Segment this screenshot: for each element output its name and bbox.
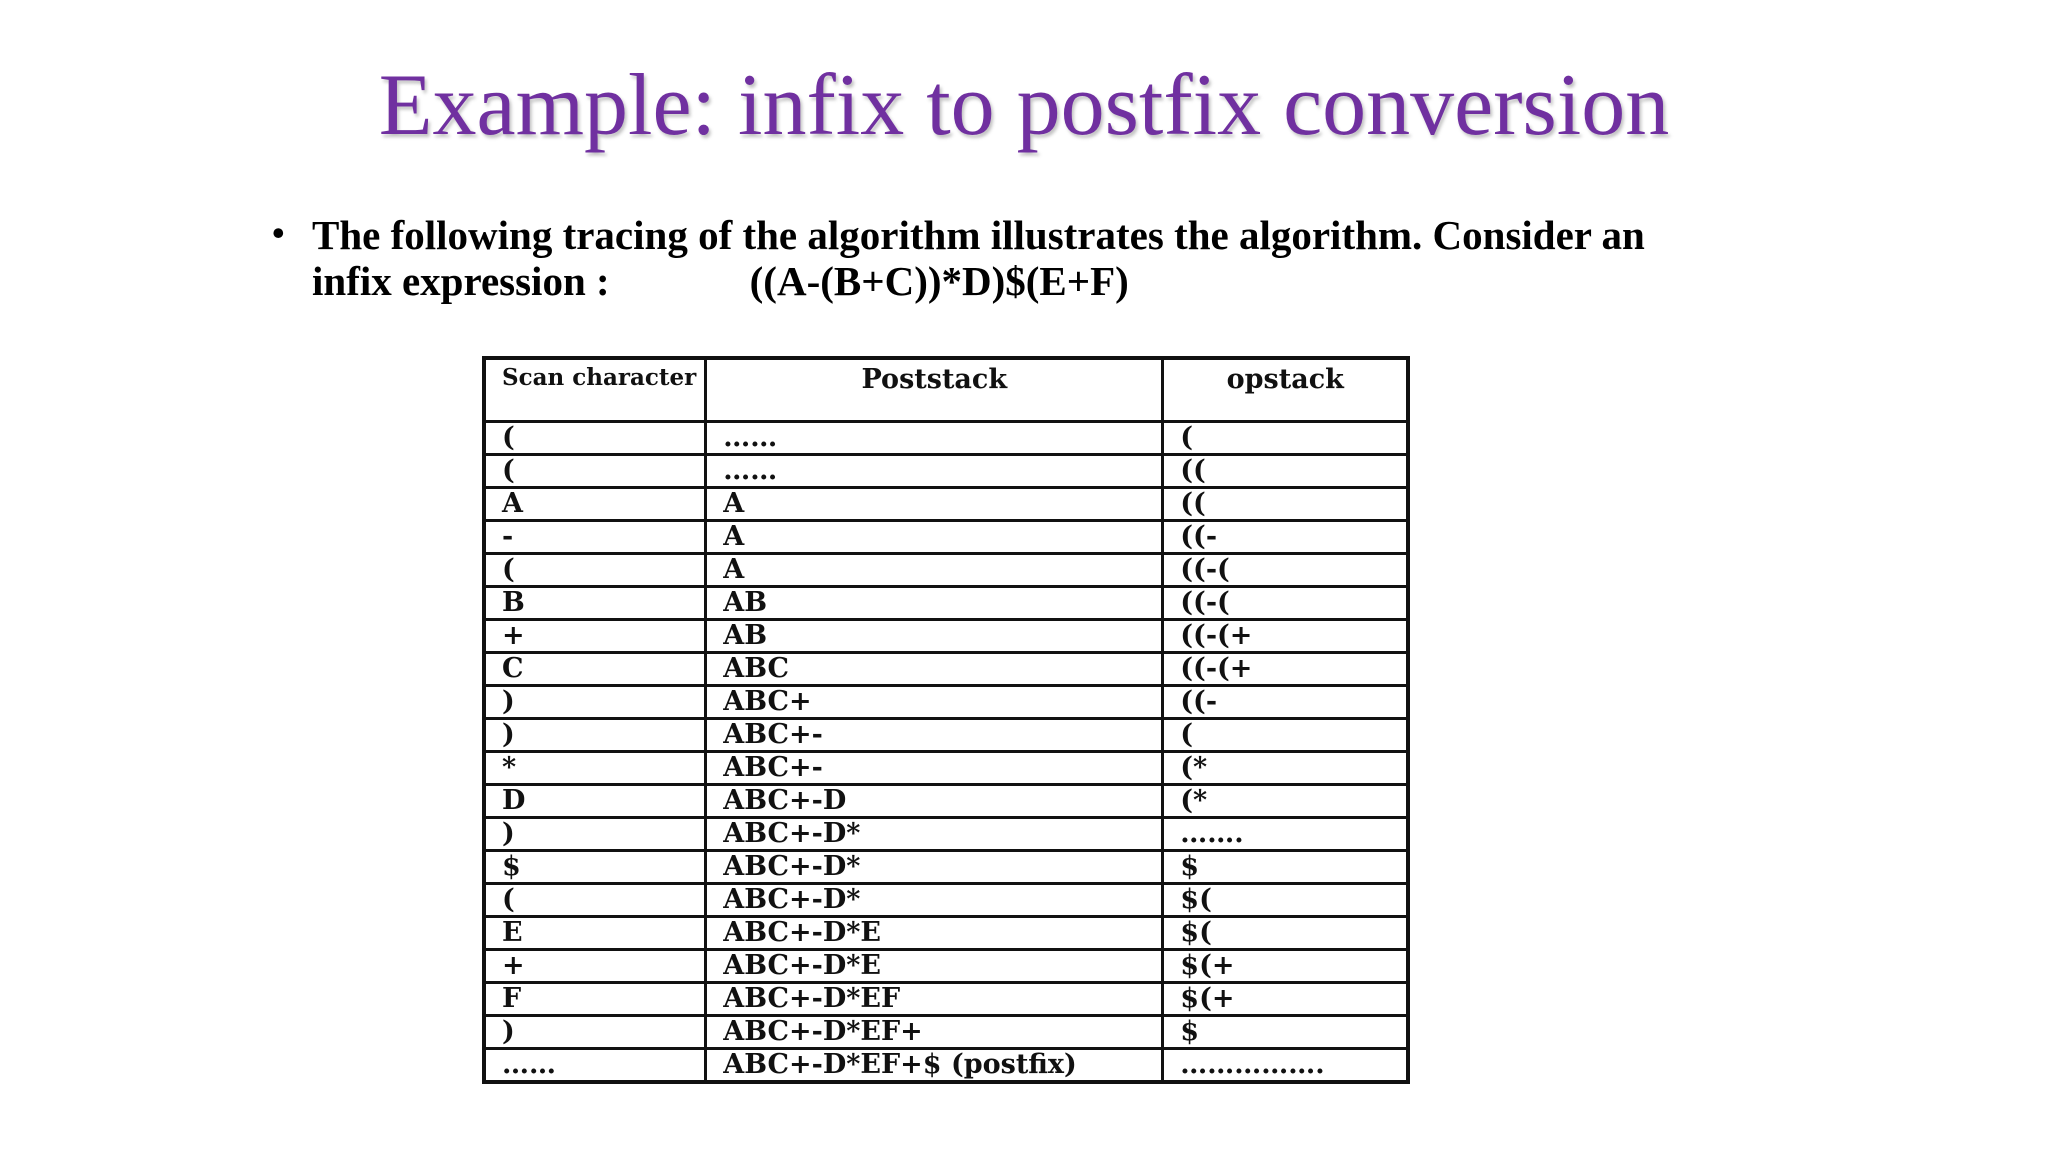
table-row xyxy=(484,587,1408,620)
poststack-cell: ABC+-D*EF+$ (postfix) xyxy=(706,1049,1163,1083)
opstack-cell: (( xyxy=(1163,488,1409,521)
opstack-cell: ( xyxy=(1163,422,1409,455)
table-row xyxy=(484,917,1408,950)
scan-character-cell: C xyxy=(484,653,706,686)
poststack-cell: ABC+- xyxy=(706,719,1163,752)
poststack-cell: ABC+- xyxy=(706,752,1163,785)
table-row xyxy=(484,983,1408,1016)
scan-character-cell: $ xyxy=(484,851,706,884)
scan-character-cell: ) xyxy=(484,818,706,851)
table-row xyxy=(484,620,1408,653)
opstack-cell: $ xyxy=(1163,851,1409,884)
poststack-cell: …… xyxy=(706,422,1163,455)
poststack-cell: A xyxy=(706,554,1163,587)
bullet-line-1: The following tracing of the algorithm illustrates the algorithm. Consider an xyxy=(312,212,1645,258)
scan-character-cell: * xyxy=(484,752,706,785)
header-scan-character: Scan character xyxy=(484,358,706,422)
scan-character-cell: + xyxy=(484,950,706,983)
table-row xyxy=(484,653,1408,686)
table-row xyxy=(484,851,1408,884)
opstack-cell: ( xyxy=(1163,719,1409,752)
poststack-cell: ABC+-D xyxy=(706,785,1163,818)
table-row xyxy=(484,719,1408,752)
poststack-cell: ABC xyxy=(706,653,1163,686)
bullet-dot: • xyxy=(272,213,285,253)
poststack-cell: A xyxy=(706,521,1163,554)
table-row xyxy=(484,950,1408,983)
poststack-cell: AB xyxy=(706,620,1163,653)
poststack-cell: ABC+-D* xyxy=(706,818,1163,851)
scan-character-cell: ) xyxy=(484,1016,706,1049)
poststack-cell: A xyxy=(706,488,1163,521)
opstack-cell: ……………. xyxy=(1163,1049,1409,1083)
poststack-cell: AB xyxy=(706,587,1163,620)
opstack-cell: $( xyxy=(1163,917,1409,950)
table-row xyxy=(484,422,1408,455)
slide-title: Example: infix to postfix conversion xyxy=(378,57,1670,154)
table-row xyxy=(484,554,1408,587)
opstack-cell: $(+ xyxy=(1163,983,1409,1016)
opstack-cell: $(+ xyxy=(1163,950,1409,983)
table-row xyxy=(484,818,1408,851)
header-opstack: opstack xyxy=(1163,358,1409,422)
scan-character-cell: ( xyxy=(484,554,706,587)
table-row xyxy=(484,752,1408,785)
scan-character-cell: B xyxy=(484,587,706,620)
infix-expression: ((A-(B+C))*D)$(E+F) xyxy=(749,258,1129,304)
poststack-cell: ABC+-D*EF+ xyxy=(706,1016,1163,1049)
bullet-line-2 xyxy=(312,258,1645,304)
table-row xyxy=(484,686,1408,719)
poststack-cell: …… xyxy=(706,455,1163,488)
poststack-cell: ABC+ xyxy=(706,686,1163,719)
scan-character-cell: F xyxy=(484,983,706,1016)
poststack-cell: ABC+-D*EF xyxy=(706,983,1163,1016)
opstack-cell: ((-(+ xyxy=(1163,653,1409,686)
opstack-cell: (( xyxy=(1163,455,1409,488)
table-row xyxy=(484,884,1408,917)
table-row xyxy=(484,488,1408,521)
scan-character-cell: ( xyxy=(484,422,706,455)
bullet-text xyxy=(312,212,1645,304)
opstack-cell: (* xyxy=(1163,752,1409,785)
table-body xyxy=(484,422,1408,1083)
table-header-row xyxy=(484,358,1408,422)
opstack-cell: (* xyxy=(1163,785,1409,818)
table-row xyxy=(484,521,1408,554)
opstack-cell: ((- xyxy=(1163,686,1409,719)
scan-character-cell: ( xyxy=(484,884,706,917)
poststack-cell: ABC+-D* xyxy=(706,884,1163,917)
opstack-cell: ((- xyxy=(1163,521,1409,554)
header-poststack: Poststack xyxy=(706,358,1163,422)
scan-character-cell: D xyxy=(484,785,706,818)
table-row xyxy=(484,1049,1408,1083)
poststack-cell: ABC+-D* xyxy=(706,851,1163,884)
opstack-cell: ((-( xyxy=(1163,587,1409,620)
opstack-cell: $ xyxy=(1163,1016,1409,1049)
scan-character-cell: E xyxy=(484,917,706,950)
opstack-cell: $( xyxy=(1163,884,1409,917)
table-row xyxy=(484,1016,1408,1049)
poststack-cell: ABC+-D*E xyxy=(706,950,1163,983)
table-row xyxy=(484,785,1408,818)
opstack-cell: ((-(+ xyxy=(1163,620,1409,653)
scan-character-cell: ) xyxy=(484,686,706,719)
poststack-cell: ABC+-D*E xyxy=(706,917,1163,950)
scan-character-cell: ) xyxy=(484,719,706,752)
scan-character-cell: ( xyxy=(484,455,706,488)
expression-label: infix expression : xyxy=(312,258,610,304)
scan-character-cell: …… xyxy=(484,1049,706,1083)
trace-table xyxy=(482,356,1410,1084)
scan-character-cell: A xyxy=(484,488,706,521)
opstack-cell: ((-( xyxy=(1163,554,1409,587)
scan-character-cell: - xyxy=(484,521,706,554)
opstack-cell: ……. xyxy=(1163,818,1409,851)
table-row xyxy=(484,455,1408,488)
scan-character-cell: + xyxy=(484,620,706,653)
